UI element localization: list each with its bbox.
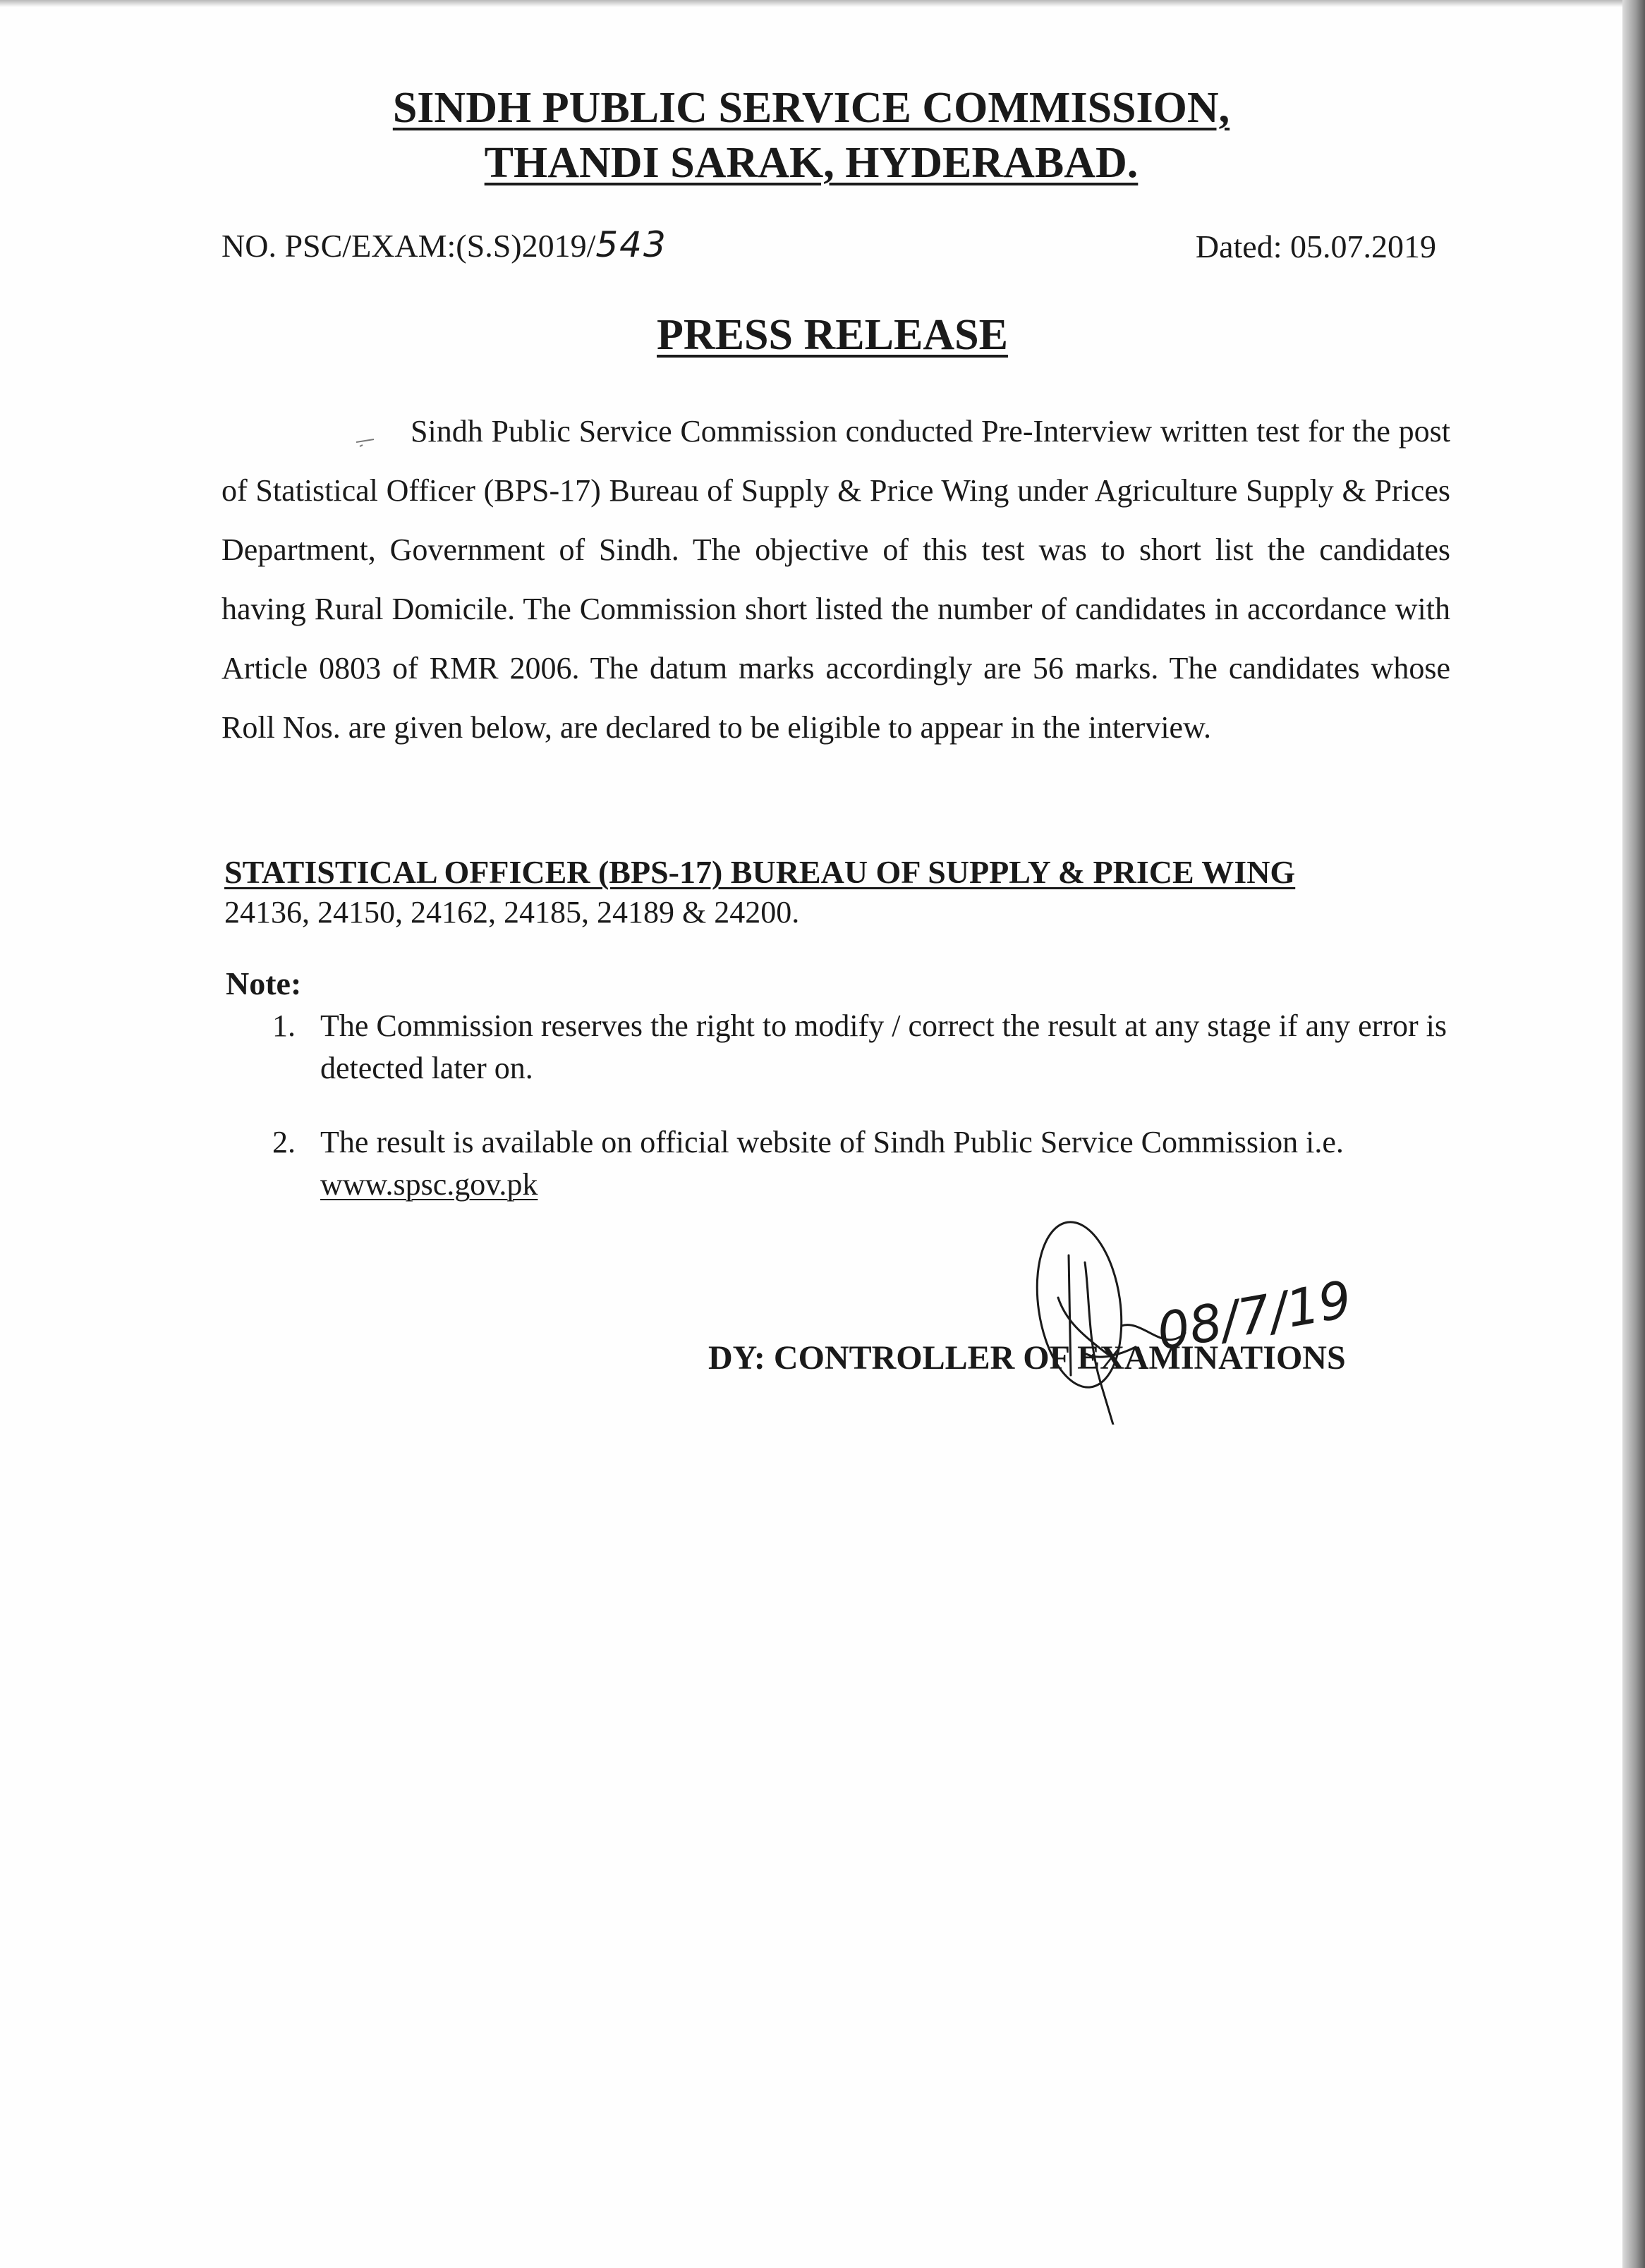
- website-link[interactable]: www.spsc.gov.pk: [320, 1167, 538, 1202]
- note-text: The Commission reserves the right to modify / correct the result at any stage if any error is detected later on.: [320, 1008, 1447, 1085]
- note-text-main: The result is available on official website of Sindh Public Service Commission i.e.: [320, 1125, 1344, 1159]
- commission-address: THANDI SARAK, HYDERABAD.: [484, 139, 1139, 187]
- scan-top-edge: [0, 0, 1645, 7]
- signature-date: 08/7/19: [1152, 1269, 1356, 1362]
- reference-number: [221, 224, 667, 265]
- commission-name: SINDH PUBLIC SERVICE COMMISSION,: [392, 84, 1230, 132]
- signatory-title: DY: CONTROLLER OF EXAMINATIONS: [708, 1339, 1346, 1377]
- press-release-body: Sindh Public Service Commission conducted Pre-Interview written test for the post of Statistical Officer (BPS-17) Bureau of Supply & Price Wing under Agriculture Supply & Prices Department, Government of Sindh. The objective of this test was to short list the candidates having Rural Domicile. The Commission short listed the number of candidates in accordance with Article 0803 of RMR 2006. The datum marks accordingly are 56 marks. The candidates whose Roll Nos. are given below, are declared to be eligible to appear in the interview.: [221, 414, 1450, 745]
- handwritten-signature: [1002, 1213, 1453, 1425]
- note-number: 1.: [272, 1008, 296, 1043]
- note-label: Note:: [226, 965, 302, 1001]
- page-title: PRESS RELEASE: [657, 311, 1008, 359]
- note-number: 2.: [272, 1125, 296, 1159]
- reference-handwritten-number: 543: [595, 224, 667, 265]
- note-text: [320, 1121, 1449, 1206]
- roll-numbers: 24136, 24150, 24162, 24185, 24189 & 24200.: [224, 895, 800, 929]
- date-line: Dated: 05.07.2019: [1195, 228, 1436, 264]
- post-heading: STATISTICAL OFFICER (BPS-17) BUREAU OF SUPPLY & PRICE WING: [224, 854, 1296, 890]
- reference-prefix: NO. PSC/EXAM:(S.S)2019/: [221, 228, 596, 264]
